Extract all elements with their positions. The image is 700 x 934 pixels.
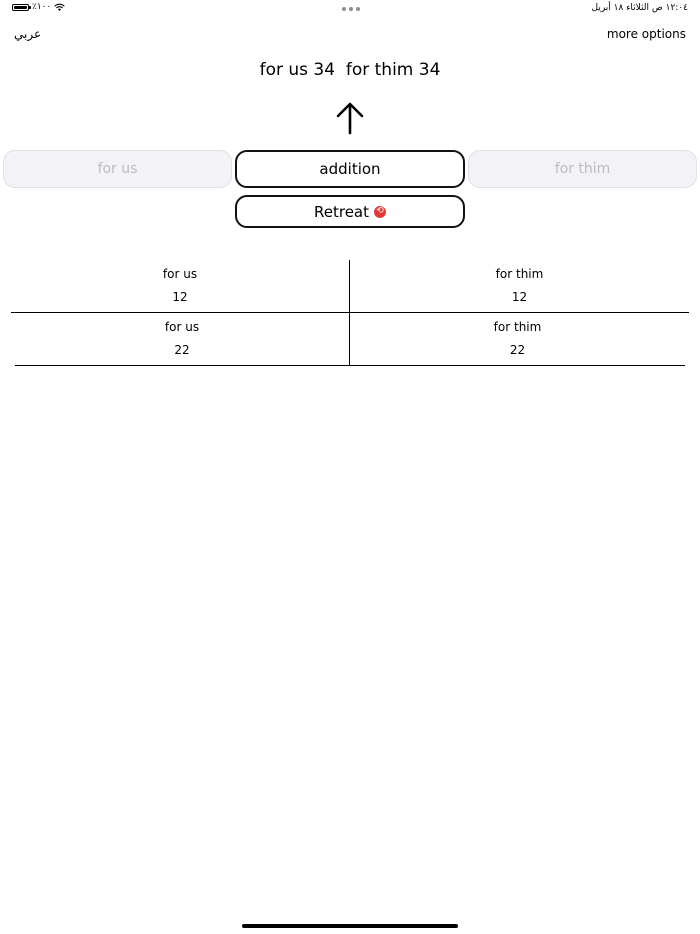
cell-label: for us bbox=[164, 320, 200, 334]
history-cell-us bbox=[15, 313, 350, 365]
cell-value: 22 bbox=[509, 343, 526, 357]
cell-label: for thim bbox=[493, 320, 542, 334]
cell-label: for thim bbox=[495, 267, 544, 281]
cell-value: 22 bbox=[174, 343, 190, 357]
more-options-link[interactable]: more options bbox=[606, 27, 686, 41]
status-bar bbox=[0, 0, 700, 18]
history-table bbox=[11, 260, 689, 366]
addition-button[interactable]: addition bbox=[235, 150, 465, 188]
language-toggle-link[interactable]: عربي bbox=[14, 27, 42, 41]
status-datetime: ١٢:٠٤ ص الثلاثاء ١٨ أبريل bbox=[591, 3, 688, 13]
history-row bbox=[15, 313, 685, 366]
battery-fill bbox=[14, 6, 27, 9]
retreat-label: Retreat bbox=[314, 202, 369, 221]
cell-label: for us bbox=[162, 267, 198, 281]
history-cell-us bbox=[11, 260, 350, 312]
history-row bbox=[11, 260, 689, 313]
cell-value: 12 bbox=[172, 290, 188, 304]
for-thim-input[interactable]: for thim bbox=[468, 150, 697, 188]
wifi-icon bbox=[54, 3, 65, 12]
battery-percent: ٪١٠٠ bbox=[32, 2, 52, 12]
retreat-button[interactable] bbox=[235, 195, 465, 228]
score-summary: for us 34 for thim 34 bbox=[259, 60, 441, 80]
multitasking-dots-icon[interactable] bbox=[342, 7, 360, 11]
for-us-input[interactable]: for us bbox=[3, 150, 232, 188]
battery-icon bbox=[12, 4, 29, 11]
status-battery-group bbox=[12, 3, 65, 12]
home-indicator[interactable] bbox=[242, 924, 458, 928]
history-cell-thim bbox=[350, 260, 689, 312]
undo-icon: ⟲ bbox=[374, 206, 386, 218]
arrow-up-icon bbox=[335, 101, 365, 135]
cell-value: 12 bbox=[511, 290, 528, 304]
history-cell-thim bbox=[350, 313, 685, 365]
